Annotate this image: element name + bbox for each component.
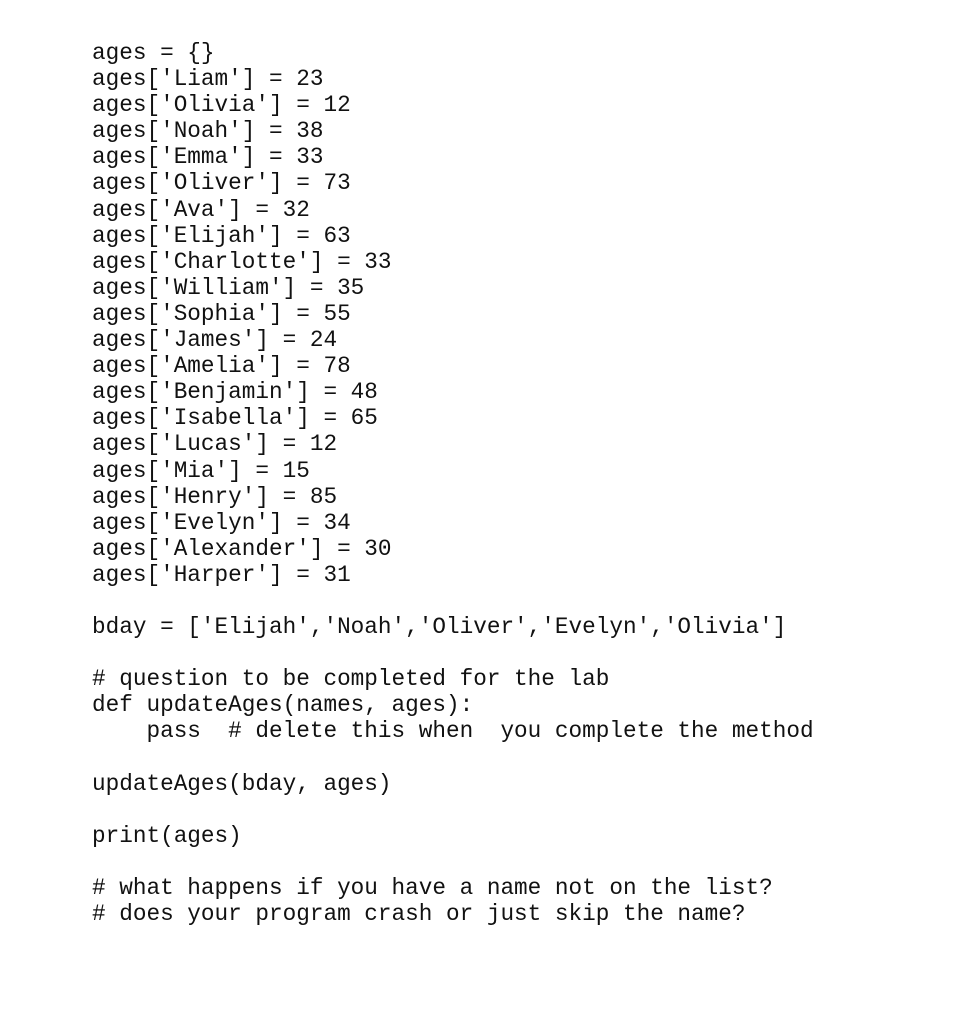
blank-line [92,849,814,875]
blank-line [92,640,814,666]
code-line: ages['Oliver'] = 73 [92,170,351,197]
code-line: ages['Harper'] = 31 [92,561,351,588]
blank-line [92,745,814,771]
blank-line [92,797,814,823]
code-line: ages['Benjamin'] = 48 [92,379,378,406]
code-line: ages = {} [92,40,215,66]
code-line: updateAges(bday, ages) [92,770,392,797]
comment-line: # question to be completed for the lab [92,666,610,693]
code-line: ages['Evelyn'] = 34 [92,509,351,536]
code-line: ages['Sophia'] = 55 [92,300,351,327]
comment-line: # does your program crash or just skip the name? [92,901,746,928]
code-line: print(ages) [92,822,242,849]
code-line: bday = ['Elijah','Noah','Oliver','Evelyn','Olivia'] [92,614,787,641]
code-line: ages['Ava'] = 32 [92,196,310,223]
code-line: def updateAges(names, ages): [92,692,474,719]
code-line: ages['Emma'] = 33 [92,144,324,171]
code-line: ages['Mia'] = 15 [92,457,310,484]
code-line: ages['Amelia'] = 78 [92,353,351,380]
blank-line [92,588,814,614]
code-line: ages['Noah'] = 38 [92,118,324,145]
code-line: ages['Alexander'] = 30 [92,535,392,562]
comment-line: # what happens if you have a name not on the list? [92,875,773,901]
code-line: ages['Lucas'] = 12 [92,431,338,458]
code-line: ages['Isabella'] = 65 [92,405,378,432]
code-line: ages['Elijah'] = 63 [92,222,351,249]
code-line: pass # delete this when you complete the method [92,718,814,745]
code-line: ages['Henry'] = 85 [92,483,338,510]
code-line: ages['Liam'] = 23 [92,66,324,93]
code-listing [92,40,814,927]
code-line: ages['Olivia'] = 12 [92,92,351,119]
code-line: ages['Charlotte'] = 33 [92,248,392,275]
code-line: ages['William'] = 35 [92,274,365,301]
code-line: ages['James'] = 24 [92,327,338,354]
